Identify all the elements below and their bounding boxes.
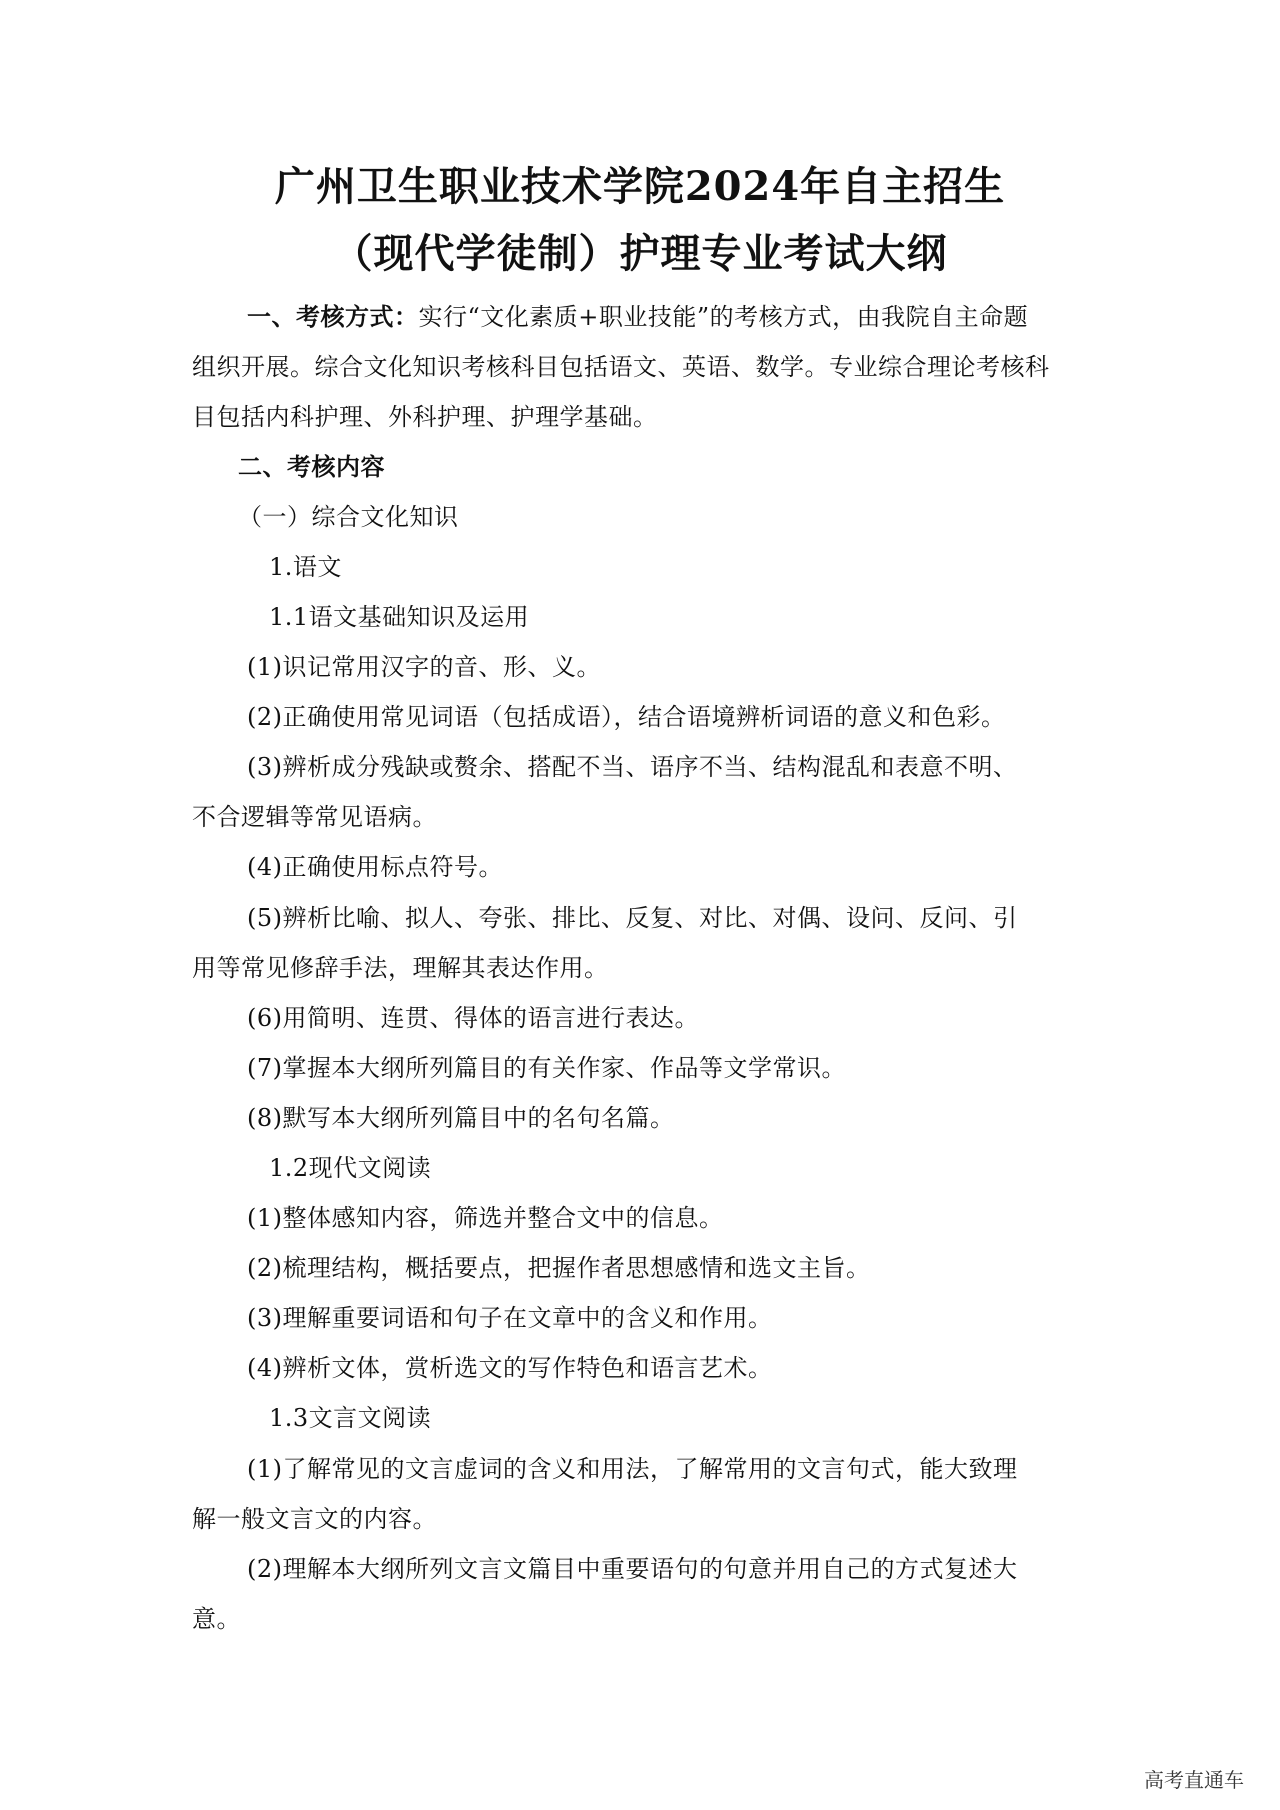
list-item: (2)梳理结构，概括要点，把握作者思想感情和选文主旨。 [247, 1254, 871, 1282]
list-item-continuation: 用等常见修辞手法，理解其表达作用。 [192, 954, 609, 982]
section-1-text-line-1: 实行“文化素质+职业技能”的考核方式，由我院自主命题 [418, 303, 1029, 331]
document-title-line-2: （现代学徒制）护理专业考试大纲 [332, 230, 948, 277]
subsection-heading: （一）综合文化知识 [238, 503, 459, 531]
list-item: (2)正确使用常见词语（包括成语），结合语境辨析词语的意义和色彩。 [247, 703, 1006, 731]
list-item: (1)整体感知内容，筛选并整合文中的信息。 [247, 1204, 724, 1232]
section-1-text-line-2: 组织开展。综合文化知识考核科目包括语文、英语、数学。专业综合理论考核科 [192, 353, 1050, 381]
part-3-heading: 1.3文言文阅读 [269, 1404, 432, 1432]
section-1-heading: 一、考核方式： [247, 302, 419, 331]
document-title-line-1: 广州卫生职业技术学院2024年自主招生 [274, 163, 1006, 210]
list-item: (7)掌握本大纲所列篇目的有关作家、作品等文学常识。 [247, 1054, 846, 1082]
list-item-continuation: 不合逻辑等常见语病。 [192, 803, 437, 831]
list-item: (6)用简明、连贯、得体的语言进行表达。 [247, 1004, 699, 1032]
list-item: (3)辨析成分残缺或赘余、搭配不当、语序不当、结构混乱和表意不明、 [247, 753, 1018, 781]
list-item: (1)了解常见的文言虚词的含义和用法，了解常用的文言句式，能大致理 [247, 1455, 1018, 1483]
section-2-heading: 二、考核内容 [238, 452, 385, 481]
subject-heading-chinese: 1.语文 [269, 553, 342, 581]
list-item: (1)识记常用汉字的音、形、义。 [247, 653, 601, 681]
list-item-continuation: 解一般文言文的内容。 [192, 1505, 437, 1533]
list-item: (3)理解重要词语和句子在文章中的含义和作用。 [247, 1304, 773, 1332]
section-1-text-line-3: 目包括内科护理、外科护理、护理学基础。 [192, 403, 658, 431]
list-item: (8)默写本大纲所列篇目中的名句名篇。 [247, 1104, 675, 1132]
list-item-continuation: 意。 [192, 1605, 241, 1633]
list-item: (5)辨析比喻、拟人、夸张、排比、反复、对比、对偶、设问、反问、引 [247, 904, 1018, 932]
list-item: (4)辨析文体，赏析选文的写作特色和语言艺术。 [247, 1354, 773, 1382]
part-1-heading: 1.1语文基础知识及运用 [269, 603, 530, 631]
watermark-label: 高考直通车 [1144, 1768, 1244, 1792]
section-1-paragraph [247, 301, 1028, 333]
list-item: (2)理解本大纲所列文言文篇目中重要语句的句意并用自己的方式复述大 [247, 1555, 1018, 1583]
list-item: (4)正确使用标点符号。 [247, 853, 503, 881]
part-2-heading: 1.2现代文阅读 [269, 1154, 432, 1182]
